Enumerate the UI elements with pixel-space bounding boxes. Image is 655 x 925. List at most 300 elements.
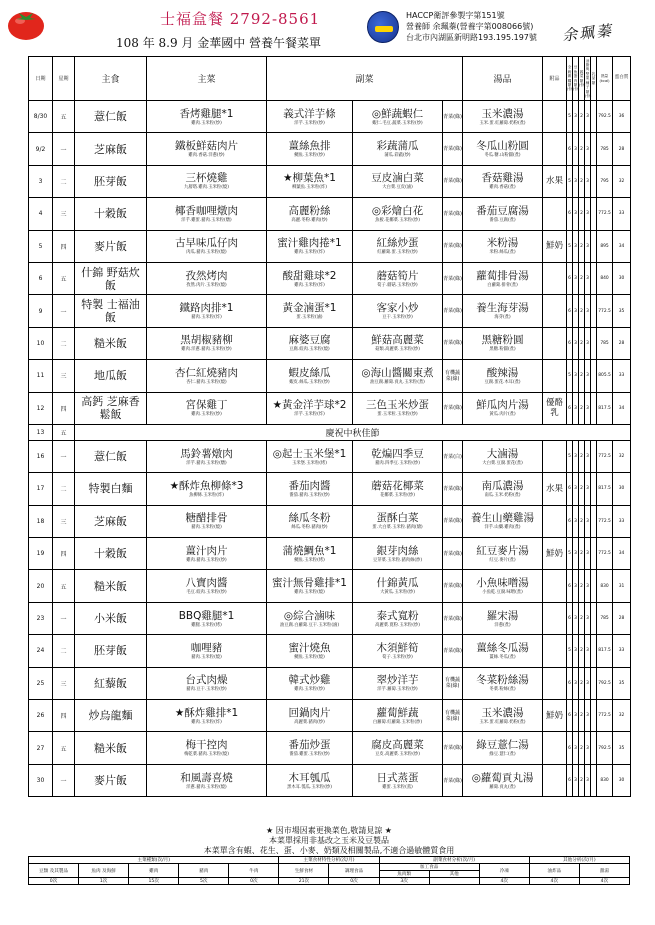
soup-cell <box>463 198 543 230</box>
side-dish-2-ingredients: 豆干.玉米粒(炒) <box>382 315 413 321</box>
row-staple: 薏仁飯 <box>75 440 147 472</box>
row-nutrient: 6 <box>567 602 573 634</box>
soup-cell <box>463 360 543 392</box>
main-dish <box>148 575 265 597</box>
main-dish <box>148 510 265 532</box>
row-nutrient: 32 <box>613 700 631 732</box>
side-dish-1 <box>268 640 351 662</box>
side-dish-2-name: 日式蒸蛋 <box>376 771 419 784</box>
soup-name: 小魚味噌湯 <box>476 577 529 590</box>
row-vegetable: 青菜(綠) <box>443 101 463 133</box>
side-dish-1 <box>268 268 351 290</box>
row-staple: 十穀飯 <box>75 198 147 230</box>
analysis-label: 冷凍 <box>479 864 529 878</box>
side-dish-2-ingredients: 蝦仁.毛豆.蔬菜.玉米粒(炒) <box>372 120 423 126</box>
menu-row <box>29 440 631 472</box>
row-nutrient: 2 <box>579 262 585 294</box>
row-nutrient: 3 <box>573 667 579 699</box>
soup-cell <box>463 165 543 197</box>
soup-ingredients: 洋蔥(煮) <box>494 622 511 628</box>
row-extra <box>543 732 567 764</box>
main-dish-ingredients: 雞肉.香菇.洋蔥(炒) <box>188 153 225 159</box>
main-dish-name: 香烤雞腿*1 <box>179 107 234 120</box>
main-dish-name: 椰香咖哩燉肉 <box>175 204 238 217</box>
row-nutrient: 895 <box>597 230 613 262</box>
analysis-value: 4次 <box>529 878 579 885</box>
side-dish-1-name: 木耳瓠瓜 <box>288 771 331 784</box>
row-weekday: 四 <box>53 700 75 732</box>
main-dish-name: 杏仁紅燒豬肉 <box>175 366 238 379</box>
side-dish-1-name: 蒲燒鯛魚*1 <box>282 544 337 557</box>
side-dish-2 <box>354 203 441 225</box>
row-nutrient: 3 <box>585 473 591 505</box>
side-dish-1 <box>268 608 351 630</box>
row-weekday: 二 <box>53 327 75 359</box>
side-dish-2-ingredients: 蒲瓜.彩蔬(炒) <box>384 153 411 159</box>
row-date: 30 <box>29 764 53 796</box>
menu-row <box>29 635 631 667</box>
side-dish-1-name: 韓式炒雞 <box>288 674 331 687</box>
soup <box>464 608 541 630</box>
soup-ingredients: 蘿蔔.貢丸(煮) <box>489 784 516 790</box>
soup-ingredients: 冬菜.粉絲(煮) <box>489 687 516 693</box>
side-dish-2-name: 彩蔬蒲瓜 <box>376 140 419 153</box>
soup-name: 黑糖粉圓 <box>481 334 524 347</box>
row-date: 25 <box>29 667 53 699</box>
side-dish-2-cell <box>353 700 443 732</box>
row-nutrient: 6 <box>567 505 573 537</box>
main-dish-ingredients: 豬肉.玉米粒(炸) <box>191 315 222 321</box>
row-nutrient: 5 <box>567 165 573 197</box>
analysis-label: 油炸品 <box>529 864 579 878</box>
main-dish <box>148 300 265 322</box>
main-dish <box>148 268 265 290</box>
row-nutrient: 2 <box>579 230 585 262</box>
analysis-label: 雞肉 <box>129 864 179 878</box>
company-address: 台北市內湖區新明路193.195.197號 <box>406 33 537 42</box>
menu-row <box>29 602 631 634</box>
analysis-value: 3次 <box>379 878 429 885</box>
row-weekday: 三 <box>53 505 75 537</box>
main-dish-cell <box>147 295 267 327</box>
row-nutrient: 30 <box>613 764 631 796</box>
row-date: 19 <box>29 538 53 570</box>
side-dish-2-name: 客家小炒 <box>376 302 419 315</box>
header-nutrient: 乳品類 <box>591 57 597 101</box>
side-dish-2 <box>354 365 441 387</box>
side-dish-1 <box>268 543 351 565</box>
side-dish-2-cell <box>353 570 443 602</box>
soup <box>464 170 541 192</box>
row-staple: 芝麻飯 <box>75 505 147 537</box>
side-dish-2-ingredients: 筍子.玉米粒(炒) <box>382 654 413 660</box>
side-dish-1 <box>268 672 351 694</box>
side-dish-1 <box>268 106 351 128</box>
main-dish-ingredients: 雞肉.玉米粒(炸) <box>191 719 222 725</box>
side-dish-2-ingredients: 豬肉.四季豆.玉米粒(炒) <box>375 460 420 466</box>
side-dish-1-name: ★柳葉魚*1 <box>283 172 336 185</box>
side-dish-2 <box>354 478 441 500</box>
row-nutrient: 2 <box>579 473 585 505</box>
side-dish-1-ingredients: 高麗菜.豬肉(炒) <box>294 719 325 725</box>
side-dish-1 <box>268 737 351 759</box>
soup-cell <box>463 538 543 570</box>
side-dish-1-name: ★黃金洋芋球*2 <box>272 399 347 412</box>
main-dish-ingredients: 魚柳條.玉米粒(炸) <box>189 492 224 498</box>
side-dish-1 <box>268 397 351 419</box>
soup-cell <box>463 700 543 732</box>
side-dish-2-ingredients: 蛋.大白菜.玉米粒.豬肉(燴) <box>372 525 423 531</box>
row-nutrient: 817.5 <box>597 635 613 667</box>
row-vegetable: 青菜(綠) <box>443 570 463 602</box>
row-weekday: 五 <box>53 732 75 764</box>
side-dish-1 <box>268 705 351 727</box>
soup <box>464 106 541 128</box>
header-nutrient: 熱量(kcal) <box>597 57 613 101</box>
row-vegetable: 青菜(綠) <box>443 635 463 667</box>
side-dish-2-ingredients: 大白菜.豆皮(滷) <box>382 185 413 191</box>
side-dish-2-ingredients: 豆芽菜.玉米粒.豬肉絲(炒) <box>372 557 423 563</box>
side-dish-1-ingredients: 洋芋.玉米粒(炒) <box>294 120 325 126</box>
row-nutrient: 3 <box>585 538 591 570</box>
row-weekday: 四 <box>53 230 75 262</box>
side-dish-2-ingredients: 筍子.蘑菇.玉米粒(炒) <box>377 282 418 288</box>
side-dish-1-ingredients: 豆腐.絞肉.玉米粒(燒) <box>289 347 330 353</box>
row-nutrient: 2 <box>579 101 585 133</box>
soup-ingredients: 玉米.蛋.紅蘿蔔.奶粉(煮) <box>479 120 526 126</box>
main-dish-cell <box>147 505 267 537</box>
side-dish-1-name: ◎起士玉米堡*1 <box>272 447 347 460</box>
side-dish-1-name: 蝦皮絲瓜 <box>288 366 331 379</box>
row-extra <box>543 360 567 392</box>
row-nutrient: 31 <box>613 570 631 602</box>
row-nutrient: 2 <box>579 700 585 732</box>
soup <box>464 640 541 662</box>
note-line: 本菜單含有蝦、花生、蛋、小麥、奶類及相關製品,不適合過敏體質食用 <box>203 846 455 855</box>
header-nutrient: 蛋白質 <box>613 57 631 101</box>
main-dish-cell <box>147 360 267 392</box>
side-dish-2-cell <box>353 327 443 359</box>
main-dish <box>148 446 265 468</box>
side-dish-1 <box>268 300 351 322</box>
row-extra <box>543 602 567 634</box>
analysis-label: 牛肉 <box>229 864 279 878</box>
main-dish-cell <box>147 538 267 570</box>
soup-ingredients: 南瓜.玉米.奶粉(煮) <box>484 492 521 498</box>
menu-row <box>29 505 631 537</box>
side-dish-2 <box>354 608 441 630</box>
side-dish-1-ingredients: 油豆腐.白蘿蔔.豆干.玉米粒(滷) <box>279 622 339 628</box>
menu-row <box>29 230 631 262</box>
side-dish-2-ingredients: 魚板.花椰菜.玉米粒(炒) <box>375 217 420 223</box>
row-weekday: 二 <box>53 165 75 197</box>
analysis-group: 主菜種類(次/月) <box>29 857 279 864</box>
soup-name: 米粉湯 <box>486 237 519 250</box>
side-dish-1-cell <box>267 392 353 424</box>
side-dish-2-ingredients: 豆皮.高麗菜.玉米粒(炒) <box>375 752 420 758</box>
row-date: 17 <box>29 473 53 505</box>
row-extra <box>543 570 567 602</box>
analysis-value: 1次 <box>79 878 129 885</box>
side-dish-2 <box>354 106 441 128</box>
soup-name: 番茄豆腐湯 <box>476 204 529 217</box>
side-dish-2-ingredients: 白蘿蔔.紅蘿蔔.玉米粒(炒) <box>372 719 423 725</box>
row-staple: 特製 士福油飯 <box>75 295 147 327</box>
menu-row <box>29 732 631 764</box>
menu-notes <box>28 826 630 856</box>
soup-name: 羅宋湯 <box>486 609 519 622</box>
row-nutrient: 6 <box>567 327 573 359</box>
side-dish-1-cell <box>267 538 353 570</box>
row-extra <box>543 505 567 537</box>
main-dish-name: 黑胡椒豬柳 <box>180 334 233 347</box>
side-dish-1-name: 絲瓜冬粉 <box>288 512 331 525</box>
side-dish-2-name: ◎海山醬關東煮 <box>361 366 434 379</box>
soup <box>464 397 541 419</box>
row-nutrient: 3 <box>573 101 579 133</box>
analysis-label: 生鮮食材 <box>279 864 329 878</box>
side-dish-2-cell <box>353 505 443 537</box>
analysis-value: 0次 <box>329 878 379 885</box>
row-nutrient: 2 <box>579 440 585 472</box>
row-weekday: 五 <box>53 262 75 294</box>
side-dish-1-name: 麻婆豆腐 <box>288 334 331 347</box>
side-dish-1-name: 蜜汁燒魚 <box>288 641 331 654</box>
row-nutrient: 3 <box>585 505 591 537</box>
side-dish-2-cell <box>353 262 443 294</box>
row-nutrient: 35 <box>613 667 631 699</box>
header-staple: 主食 <box>75 57 147 101</box>
analysis-group: 副菜食材分析(次/月) <box>379 857 529 864</box>
tomato-logo-icon <box>6 5 46 41</box>
header-main: 主菜 <box>147 57 267 101</box>
side-dish-2 <box>354 705 441 727</box>
side-dish-2-cell <box>353 133 443 165</box>
main-dish-name: 宮保雞丁 <box>185 399 228 412</box>
row-nutrient: 2 <box>579 667 585 699</box>
row-nutrient: 2 <box>579 635 585 667</box>
side-dish-1 <box>268 203 351 225</box>
main-dish-name: 古早味瓜仔肉 <box>175 237 238 250</box>
row-nutrient: 792.5 <box>597 101 613 133</box>
soup-cell <box>463 667 543 699</box>
header-extra: 附品 <box>543 57 567 101</box>
side-dish-1 <box>268 575 351 597</box>
main-dish <box>148 478 265 500</box>
row-nutrient: 3 <box>585 635 591 667</box>
side-dish-1-ingredients: 蛋.玉米粒(滷) <box>296 315 323 321</box>
row-nutrient: 5 <box>567 440 573 472</box>
soup <box>464 332 541 354</box>
row-nutrient: 3 <box>585 101 591 133</box>
row-nutrient: 3 <box>585 230 591 262</box>
soup-ingredients: 豆腐.蛋花.木耳(煮) <box>484 379 521 385</box>
side-dish-2 <box>354 268 441 290</box>
row-staple: 糙米飯 <box>75 327 147 359</box>
main-dish-cell <box>147 101 267 133</box>
side-dish-1-cell <box>267 440 353 472</box>
soup-ingredients: 雞肉.香菇(煮) <box>489 185 516 191</box>
main-dish-ingredients: 豬肉.玉米粒(燒) <box>191 654 222 660</box>
analysis-sublabel: 其他 <box>429 871 479 878</box>
row-nutrient: 28 <box>613 327 631 359</box>
side-dish-2 <box>354 770 441 792</box>
row-extra <box>543 295 567 327</box>
menu-row <box>29 198 631 230</box>
row-vegetable: 有機蔬菜(綠) <box>443 360 463 392</box>
main-dish-ingredients: 九層塔.雞肉.玉米粒(燒) <box>184 185 229 191</box>
main-dish-ingredients: 雞肉.洋蔥.豬肉.玉米粒(炒) <box>181 347 232 353</box>
row-date: 3 <box>29 165 53 197</box>
row-nutrient: 33 <box>613 360 631 392</box>
menu-row <box>29 262 631 294</box>
soup-name: ◎蘿蔔貢丸湯 <box>471 771 534 784</box>
side-dish-2-name: 蘑菇筍片 <box>376 269 419 282</box>
analysis-value: 15次 <box>129 878 179 885</box>
row-nutrient: 34 <box>613 230 631 262</box>
row-nutrient: 28 <box>613 602 631 634</box>
soup-name: 紅豆麥片湯 <box>476 544 529 557</box>
row-nutrient: 3 <box>573 262 579 294</box>
row-date: 11 <box>29 360 53 392</box>
main-dish-cell <box>147 392 267 424</box>
header-nutrient: 蔬菜類(份) <box>579 57 585 101</box>
page-title: 108 年 8.9 月 金華國中 營養午餐菜單 <box>116 36 322 50</box>
row-vegetable: 青菜(綠) <box>443 295 463 327</box>
side-dish-1-cell <box>267 360 353 392</box>
row-extra <box>543 667 567 699</box>
row-extra: 優酪乳 <box>543 392 567 424</box>
side-dish-2-ingredients: 大黃瓜.玉米粒(炒) <box>380 590 415 596</box>
main-dish-cell <box>147 262 267 294</box>
main-dish-name: 孜然烤肉 <box>185 269 228 282</box>
side-dish-1-name: 番茄肉醬 <box>288 479 331 492</box>
soup-cell <box>463 101 543 133</box>
main-dish-ingredients: 豬肉.玉米粒(燒) <box>191 525 222 531</box>
side-dish-1-cell <box>267 570 353 602</box>
row-nutrient: 2 <box>579 505 585 537</box>
row-nutrient: 3 <box>585 133 591 165</box>
row-nutrient: 772.5 <box>597 198 613 230</box>
side-dish-1 <box>268 365 351 387</box>
row-weekday: 三 <box>53 198 75 230</box>
row-staple: 糙米飯 <box>75 570 147 602</box>
side-dish-2 <box>354 640 441 662</box>
row-nutrient: 3 <box>573 538 579 570</box>
row-date: 6 <box>29 262 53 294</box>
header-date: 日期 <box>29 57 53 101</box>
analysis-group: 其他分析(次/月) <box>529 857 629 864</box>
analysis-value: 4次 <box>579 878 629 885</box>
side-dish-1-ingredients: 鯛魚.玉米粒(燒) <box>294 654 325 660</box>
side-dish-2-cell <box>353 392 443 424</box>
header-dow: 星期 <box>53 57 75 101</box>
row-weekday: 五 <box>53 424 75 440</box>
row-staple: 高鈣 芝麻香鬆飯 <box>75 392 147 424</box>
main-dish <box>148 397 265 419</box>
analysis-sublabel: 魚肉類 <box>379 871 429 878</box>
main-dish <box>148 203 265 225</box>
row-extra: 鮮奶 <box>543 538 567 570</box>
row-nutrient: 2 <box>579 570 585 602</box>
row-nutrient: 3 <box>573 602 579 634</box>
note-line: ★ 因市場因素更換菜色,敬請見諒 ★ <box>266 826 392 835</box>
analysis-table <box>28 856 630 885</box>
main-dish <box>148 608 265 630</box>
side-dish-1-ingredients: 蝦皮.絲瓜.玉米粒(炒) <box>289 379 330 385</box>
soup-ingredients: 大白菜.豆腐.蛋花(煮) <box>482 460 523 466</box>
soup-cell <box>463 295 543 327</box>
row-vegetable: 青菜(綠) <box>443 165 463 197</box>
row-extra <box>543 764 567 796</box>
main-dish <box>148 737 265 759</box>
row-nutrient: 2 <box>579 295 585 327</box>
side-dish-2 <box>354 737 441 759</box>
row-nutrient: 772.5 <box>597 440 613 472</box>
row-extra: 水果 <box>543 473 567 505</box>
row-nutrient: 3 <box>573 230 579 262</box>
soup-ingredients: 洋芋.山藥.雞肉(煮) <box>484 525 521 531</box>
menu-row <box>29 295 631 327</box>
row-vegetable: 青菜(綠) <box>443 327 463 359</box>
soup <box>464 478 541 500</box>
row-date: 12 <box>29 392 53 424</box>
row-nutrient: 2 <box>579 360 585 392</box>
row-date: 4 <box>29 198 53 230</box>
row-extra <box>543 198 567 230</box>
row-weekday: 三 <box>53 667 75 699</box>
soup-ingredients: 薑絲.冬瓜(煮) <box>489 654 516 660</box>
side-dish-2 <box>354 300 441 322</box>
row-date: 16 <box>29 440 53 472</box>
row-nutrient: 35 <box>613 295 631 327</box>
row-nutrient: 785 <box>597 133 613 165</box>
side-dish-2-name: 泰式寬粉 <box>376 609 419 622</box>
side-dish-1-ingredients: 番茄.豬肉.玉米粒(炒) <box>289 492 330 498</box>
side-dish-1-cell <box>267 473 353 505</box>
side-dish-2-cell <box>353 538 443 570</box>
row-vegetable: 青菜(綠) <box>443 732 463 764</box>
analysis-label: 豬肉 <box>179 864 229 878</box>
row-date: 27 <box>29 732 53 764</box>
row-staple: 什錦 野菇炊飯 <box>75 262 147 294</box>
row-date: 9 <box>29 295 53 327</box>
main-dish-name: 糖醋排骨 <box>185 512 228 525</box>
haccp-number: HACCP衛評參製字第151號 <box>406 11 505 20</box>
side-dish-2-name: 腐皮高麗菜 <box>371 739 424 752</box>
row-nutrient: 30 <box>613 473 631 505</box>
soup <box>464 203 541 225</box>
main-dish-cell <box>147 165 267 197</box>
main-dish-name: ★酥炸雞排*1 <box>174 706 239 719</box>
row-nutrient: 3 <box>585 392 591 424</box>
row-vegetable: 青菜(白) <box>443 440 463 472</box>
side-dish-2 <box>354 332 441 354</box>
soup-cell <box>463 327 543 359</box>
row-vegetable: 青菜(綠) <box>443 392 463 424</box>
row-nutrient: 3 <box>573 635 579 667</box>
row-nutrient: 3 <box>585 570 591 602</box>
row-nutrient: 792.5 <box>597 732 613 764</box>
row-nutrient: 3 <box>573 295 579 327</box>
main-dish-ingredients: 梅乾菜.豬肉.玉米粒(燒) <box>184 752 229 758</box>
row-vegetable: 青菜(綠) <box>443 473 463 505</box>
row-nutrient: 6 <box>567 198 573 230</box>
brand-name: 士福盒餐 2792-8561 <box>160 10 321 28</box>
side-dish-1-ingredients: 雞肉.玉米粒(炸) <box>294 282 325 288</box>
row-nutrient: 3 <box>573 440 579 472</box>
menu-row <box>29 667 631 699</box>
